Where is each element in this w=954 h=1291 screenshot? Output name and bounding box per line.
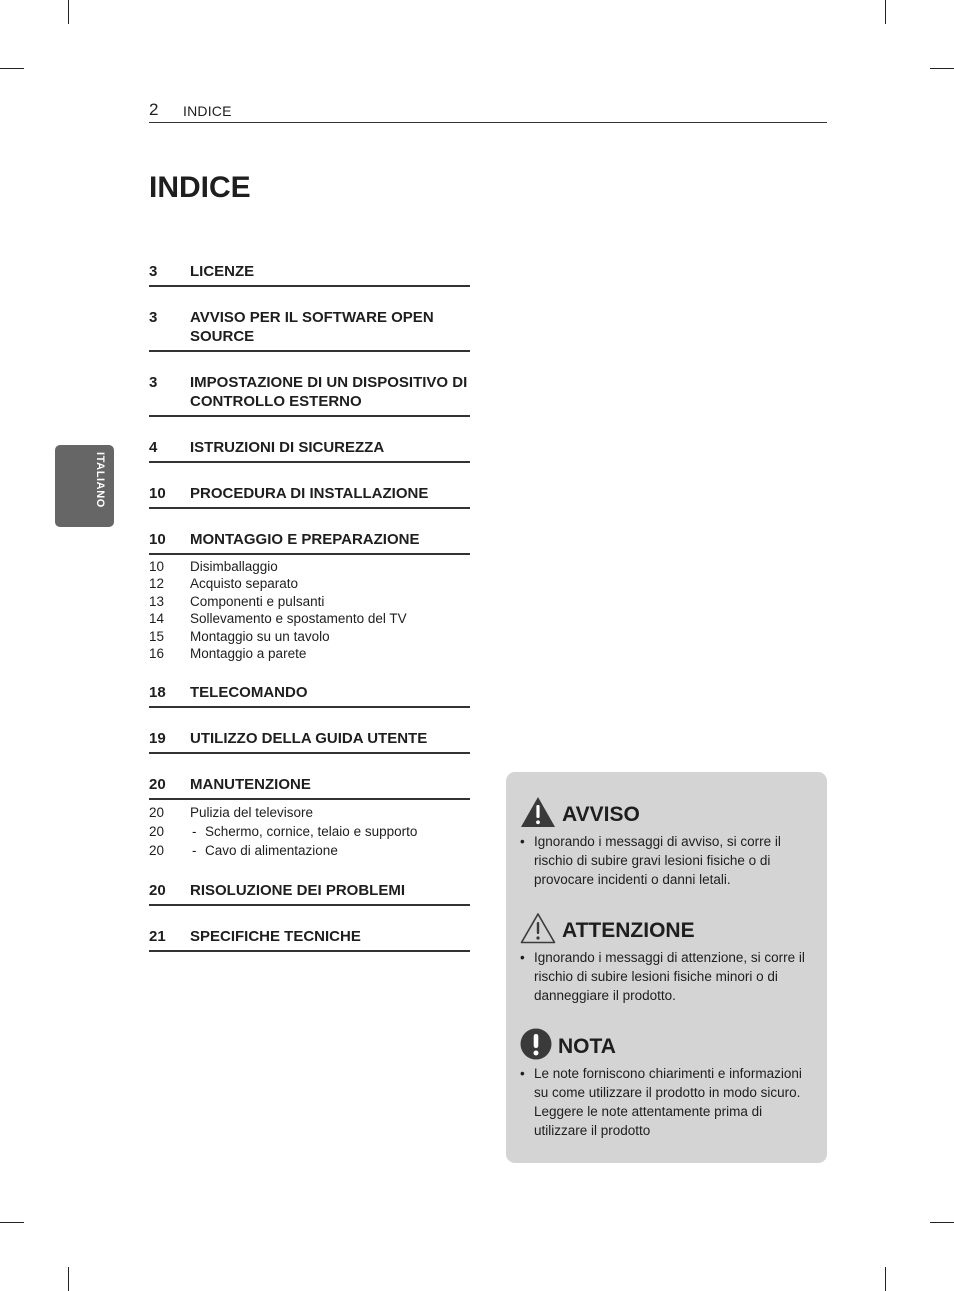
- toc-subtitle: Componenti e pulsanti: [190, 593, 325, 609]
- toc-page-number: 20: [149, 843, 165, 859]
- toc-page-number: 19: [149, 730, 166, 748]
- toc-title: MANUTENZIONE: [190, 776, 311, 794]
- toc-page-number: 3: [149, 374, 158, 391]
- toc-entry: [149, 683, 470, 708]
- toc-page-number: 3: [149, 309, 158, 326]
- toc-section: [149, 484, 470, 509]
- toc-title: MONTAGGIO E PREPARAZIONE: [190, 531, 420, 548]
- toc-page-number: 12: [149, 576, 165, 592]
- notice-text-attenzione: Ignorando i messaggi di attenzione, si corre il rischio di subire lesioni fisiche minori o di danneggiare il prodotto.: [534, 950, 805, 1003]
- toc-subtitle: Acquisto separato: [190, 576, 299, 592]
- toc-title: UTILIZZO DELLA GUIDA UTENTE: [190, 730, 428, 748]
- toc-title: TELECOMANDO: [190, 684, 308, 702]
- toc-title: RISOLUZIONE DEI PROBLEMI: [190, 882, 406, 900]
- toc-page-number: 10: [149, 559, 165, 574]
- page-number: 2: [149, 100, 159, 119]
- toc-subentry: [149, 575, 470, 592]
- toc-page-number: 20: [149, 776, 166, 794]
- toc-subentry: [149, 822, 470, 841]
- toc-page-number: 16: [149, 646, 165, 662]
- crop-mark: [0, 1222, 24, 1223]
- bullet: •: [520, 1066, 525, 1081]
- toc-entry: [149, 775, 470, 800]
- toc-section: [149, 438, 470, 463]
- toc-title: AVVISO PER IL SOFTWARE OPEN SOURCE: [190, 309, 434, 345]
- toc-entry: [149, 729, 470, 754]
- toc-dash: -: [192, 824, 197, 840]
- notice-box: [506, 772, 827, 1163]
- toc-title: SPECIFICHE TECNICHE: [190, 928, 361, 946]
- notice-title-nota: NOTA: [558, 1035, 616, 1058]
- toc-subentry: [149, 841, 470, 860]
- toc-entry: [149, 484, 470, 509]
- toc-subentry: [149, 645, 470, 662]
- toc-page-number: 20: [149, 882, 166, 900]
- toc-section: [149, 881, 470, 906]
- toc-section: [149, 373, 470, 417]
- notice-avviso: [520, 792, 816, 889]
- bullet: •: [520, 834, 525, 849]
- toc-section: [149, 262, 470, 287]
- crop-mark: [0, 68, 24, 69]
- toc-page-number: 10: [149, 531, 166, 548]
- toc-subtitle: Cavo di alimentazione: [205, 843, 338, 859]
- toc-section: [149, 308, 470, 352]
- toc-section: [149, 530, 470, 662]
- caution-triangle-outline-icon: [520, 912, 556, 944]
- toc-subtitle: Schermo, cornice, telaio e supporto: [205, 824, 418, 840]
- toc-entry: [149, 308, 470, 352]
- notice-title-attenzione: ATTENZIONE: [562, 919, 695, 942]
- toc-dash: -: [192, 843, 197, 859]
- toc-subentry: [149, 628, 470, 645]
- toc-entry: [149, 373, 470, 417]
- toc-section: [149, 683, 470, 708]
- toc-title: IMPOSTAZIONE DI UN DISPOSITIVO DI CONTROLLO ESTERNO: [190, 374, 468, 410]
- page-title: INDICE: [149, 171, 251, 204]
- toc-subentry: [149, 803, 470, 822]
- toc-entry: [149, 530, 470, 555]
- toc-subsection-list: [149, 555, 470, 662]
- toc-page-number: 10: [149, 485, 166, 502]
- toc-subtitle: Sollevamento e spostamento del TV: [190, 611, 407, 627]
- toc-entry: [149, 927, 470, 952]
- toc-subentry: [149, 610, 470, 627]
- toc-page-number: 21: [149, 928, 166, 946]
- running-header-title: INDICE: [183, 103, 232, 119]
- toc-entry: [149, 262, 470, 287]
- toc-title: LICENZE: [190, 263, 255, 280]
- toc-subtitle: Disimballaggio: [190, 559, 278, 574]
- notice-title-avviso: AVVISO: [562, 803, 640, 826]
- exclamation-circle-icon: [520, 1028, 552, 1060]
- toc-page-number: 20: [149, 805, 165, 821]
- toc-page-number: 14: [149, 611, 165, 627]
- toc-title: ISTRUZIONI DI SICUREZZA: [190, 439, 385, 456]
- toc-section: [149, 927, 470, 952]
- crop-mark: [885, 1267, 886, 1291]
- toc-page-number: 20: [149, 824, 165, 840]
- toc-page-number: 13: [149, 593, 165, 609]
- toc-subentry: [149, 558, 470, 575]
- running-header: [149, 100, 827, 123]
- toc-entry: [149, 881, 470, 906]
- toc-page-number: 18: [149, 684, 166, 702]
- toc-section: [149, 729, 470, 754]
- notice-nota: [520, 1024, 816, 1140]
- toc-entry: [149, 438, 470, 463]
- notice-attenzione: [520, 908, 816, 1005]
- toc-subtitle: Pulizia del televisore: [190, 805, 314, 821]
- language-tab-label: ITALIANO: [94, 452, 106, 508]
- toc-page-number: 3: [149, 263, 158, 280]
- crop-mark: [930, 1222, 954, 1223]
- toc-subtitle: Montaggio su un tavolo: [190, 628, 330, 644]
- toc-section: [149, 775, 470, 860]
- bullet: •: [520, 950, 525, 965]
- crop-mark: [68, 0, 69, 24]
- table-of-contents: [149, 262, 470, 973]
- toc-subsection-list: [149, 800, 470, 860]
- toc-title: PROCEDURA DI INSTALLAZIONE: [190, 485, 429, 502]
- notice-text-avviso: Ignorando i messaggi di avviso, si corre il rischio di subire gravi lesioni fisiche o di provocare incidenti o danni letali.: [534, 834, 781, 887]
- toc-subentry: [149, 593, 470, 610]
- notice-text-nota: Le note forniscono chiarimenti e informazioni su come utilizzare il prodotto in modo sicuro. Leggere le note attentamente prima di utilizzare il prodotto: [534, 1066, 802, 1138]
- toc-subtitle: Montaggio a parete: [190, 646, 307, 662]
- crop-mark: [885, 0, 886, 24]
- crop-mark: [68, 1267, 69, 1291]
- toc-page-number: 4: [149, 439, 158, 456]
- toc-page-number: 15: [149, 628, 165, 644]
- crop-mark: [930, 68, 954, 69]
- warning-triangle-filled-icon: [520, 796, 556, 828]
